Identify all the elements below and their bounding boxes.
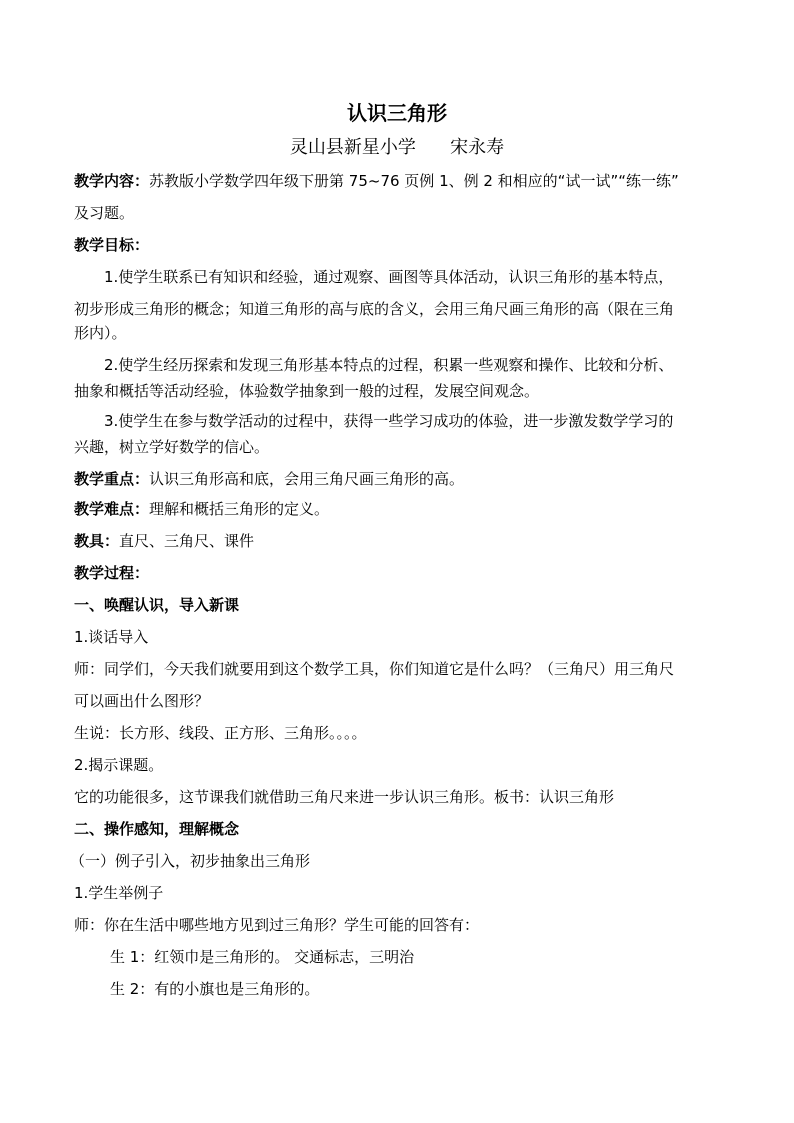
objectives-heading: 教学目标：	[74, 236, 150, 254]
section-2-subheading: （一）例子引入，初步抽象出三角形	[70, 852, 311, 870]
document-title: 认识三角形	[347, 101, 447, 125]
teacher-question: 师：你在生活中哪些地方见到过三角形？学生可能的回答有：	[74, 916, 480, 934]
keypoint-line	[74, 468, 464, 490]
objective-2-line-1: 2.使学生经历探索和发现三角形基本特点的过程，积累一些观察和操作、比较和分析、	[104, 356, 674, 374]
student-response: 生说：长方形、线段、正方形、三角形。。。。	[74, 724, 367, 742]
objective-2-line-2: 抽象和概括等活动经验，体验数学抽象到一般的过程，发展空间观念。	[74, 382, 540, 400]
section-2-step-1: 1.学生举例子	[74, 884, 164, 902]
objective-3-line-2: 兴趣，树立学好数学的信心。	[74, 438, 270, 456]
section-1-heading: 一、唤醒认识，导入新课	[74, 596, 240, 614]
objective-3-line-1: 3.使学生在参与数学活动的过程中，获得一些学习成功的体验，进一步激发数学学习的	[104, 412, 674, 430]
section-1-step-2: 2.揭示课题。	[74, 756, 164, 774]
content-label: 教学内容：	[74, 172, 150, 190]
keypoint-text: 认识三角形高和底，会用三角尺画三角形的高。	[149, 470, 465, 488]
teacher-line-1: 师：同学们，今天我们就要用到这个数学工具，你们知道它是什么吗？（三角尺）用三角尺	[74, 660, 675, 678]
tools-text: 直尺、三角尺、课件	[119, 532, 255, 550]
tools-line	[74, 530, 254, 552]
objective-1-line-2: 初步形成三角形的概念；知道三角形的高与底的含义，会用三角尺画三角形的高（限在三角	[74, 300, 675, 318]
content-line-2: 及习题。	[74, 204, 135, 222]
objective-1-line-1: 1.使学生联系已有知识和经验，通过观察、画图等具体活动，认识三角形的基本特点，	[104, 268, 674, 286]
section-2-heading: 二、操作感知，理解概念	[74, 820, 240, 838]
teacher-line-2: 可以画出什么图形？	[74, 692, 210, 710]
tools-label: 教具：	[74, 532, 120, 550]
keypoint-label: 教学重点：	[74, 470, 150, 488]
objective-1-line-3: 形内）。	[74, 324, 127, 342]
content-line-1	[74, 170, 679, 192]
difficulty-line	[74, 498, 329, 520]
section-1-step-2-text: 它的功能很多，这节课我们就借助三角尺来进一步认识三角形。板书：认识三角形	[74, 788, 615, 806]
student-answer-2: 生 2：有的小旗也是三角形的。	[110, 980, 320, 998]
section-1-step-1: 1.谈话导入	[74, 628, 149, 646]
content-text: 苏教版小学数学四年级下册第 75~76 页例 1、例 2 和相应的“试一试”“练一练”	[149, 172, 679, 190]
student-answer-1: 生 1：红领巾是三角形的。 交通标志，三明治	[110, 948, 415, 966]
author-line: 灵山县新星小学 宋永寿	[289, 137, 505, 158]
difficulty-label: 教学难点：	[74, 500, 150, 518]
difficulty-text: 理解和概括三角形的定义。	[149, 500, 330, 518]
process-heading: 教学过程：	[74, 564, 150, 582]
